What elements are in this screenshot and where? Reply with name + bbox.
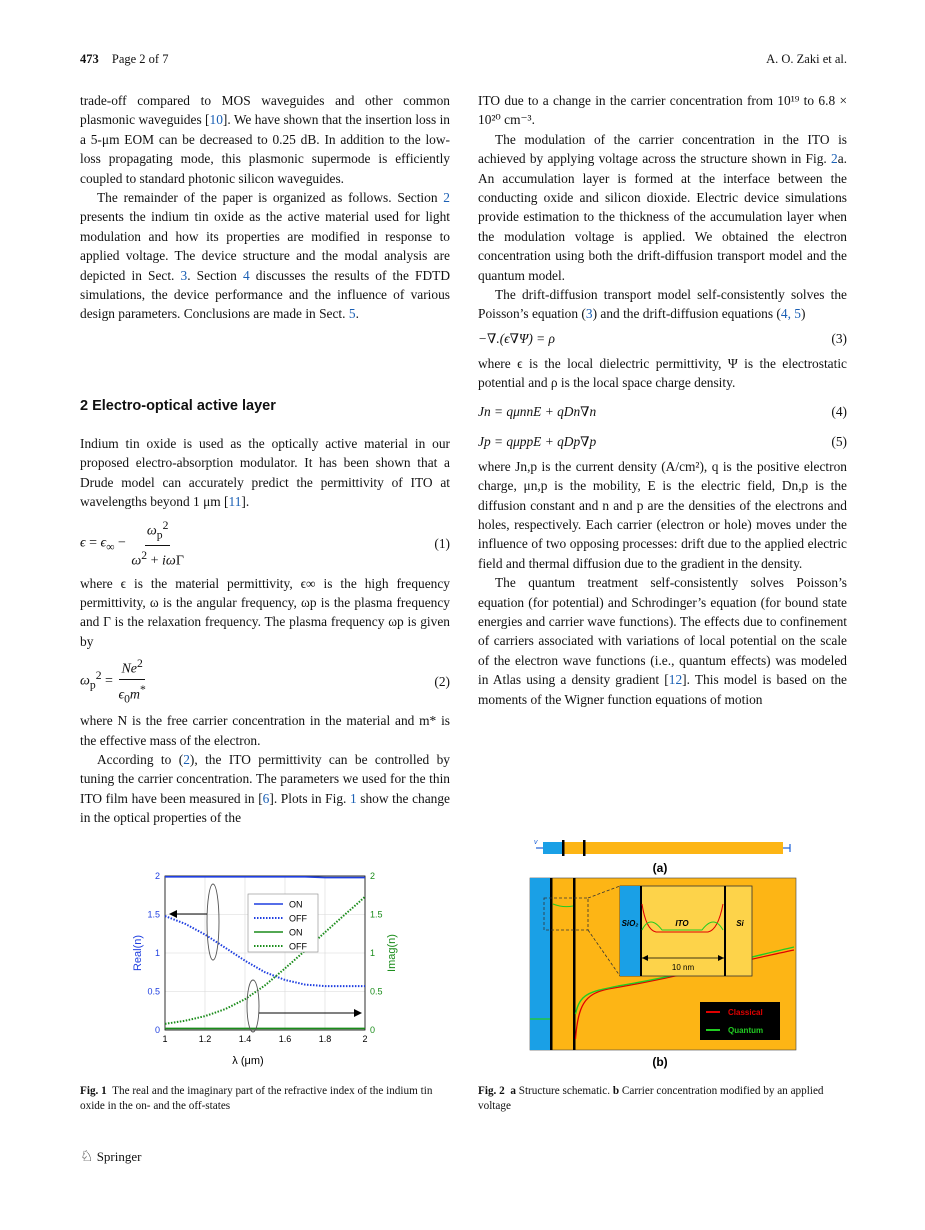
equation-number: (2)	[434, 673, 450, 689]
y2-tick-label: 1	[370, 948, 376, 958]
left-column-section2	[80, 434, 450, 828]
equation-4: Jn = qμnnE + qDn∇n (4)	[478, 397, 847, 427]
figure-link[interactable]: 1	[349, 790, 357, 806]
x-tick-label: 1.8	[318, 1034, 332, 1044]
paragraph: The quantum treatment self-consistently solves Poisson’s equation (for potential) and Schrodinger’s equation (for bound state energies and carrier wave functions). The effects due to confinement of carriers associated with variations of local potential on the scale of the electron wave functions (i.e., quantum effects) was modeled in Atlas using a density gradient [12]. This model is based on the moments of the Wigner function equations of motion	[478, 575, 847, 707]
citation-link[interactable]: 10	[209, 112, 223, 128]
sio2-layer-b	[530, 878, 550, 1050]
citation-link[interactable]: 6	[262, 790, 270, 806]
x-tick-label: 1	[162, 1034, 168, 1044]
sio2-layer-a	[543, 842, 563, 854]
paragraph: The drift-diffusion transport model self-consistently solves the Poisson’s equation (3) and the drift-diffusion equations (4, 5)	[478, 287, 847, 322]
publisher-footer	[80, 1147, 141, 1166]
annotation-ellipse	[247, 980, 259, 1032]
running-header-authors: A. O. Zaki et al.	[766, 52, 847, 66]
paragraph: where ϵ is the local dielectric permittivity, Ψ is the electrostatic potential and ρ is the local space charge density.	[478, 355, 847, 391]
panel-b-label: (b)	[652, 1055, 668, 1069]
article-number: 473	[80, 52, 99, 66]
citation-link[interactable]: 11	[228, 494, 242, 510]
publisher-name: Springer	[96, 1149, 142, 1164]
paragraph: trade-off compared to MOS waveguides and other common plasmonic waveguides [10]. We have shown that the insertion loss in a 5-μm EOM can be decreased to 0.25 dB. In addition to the low-loss propagating mode, this plasmonic supermode is efficiently coupled to standard photonic silicon waveguides.	[80, 93, 450, 186]
equation-number: (5)	[831, 433, 847, 449]
equation-number: (3)	[831, 331, 847, 347]
legend-label: ON	[289, 927, 303, 938]
springer-logo-icon: ♘	[80, 1149, 94, 1165]
citation-link[interactable]: 12	[668, 672, 683, 688]
inset-scale-label: 10 nm	[671, 963, 695, 972]
equation-5: Jp = qμppE + qDp∇p (5)	[478, 427, 847, 457]
y2-tick-label: 2	[370, 871, 376, 881]
x-axis-label: λ (μm)	[232, 1055, 264, 1067]
equation-number: (4)	[831, 403, 847, 419]
right-column	[478, 91, 847, 709]
page-indicator: Page 2 of 7	[111, 52, 169, 66]
panel-a-label: (a)	[652, 861, 668, 875]
left-column	[80, 91, 450, 324]
figure-1-chart	[125, 870, 398, 1070]
y-tick-label: 1	[154, 948, 160, 958]
section-link[interactable]: 3	[180, 267, 188, 283]
ito-layer-a	[563, 842, 783, 854]
section-link[interactable]: 5	[348, 306, 356, 322]
equation-3: −∇.(ϵ∇Ψ) = ρ (3)	[478, 324, 847, 354]
paragraph: Indium tin oxide is used as the optically active material in our proposed electro-absorption modulator. It has been shown that a Drude model can accurately predict the permittivity of ITO at wavelengths beyond 1 μm [11].	[80, 436, 450, 510]
y2-tick-label: 0.5	[370, 986, 383, 997]
figure-link[interactable]: 2	[831, 151, 838, 167]
legend-label: OFF	[289, 941, 307, 952]
paragraph: where N is the free carrier concentration in the material and m* is the effective mass of the electron.	[80, 713, 450, 748]
y-tick-label: 1.5	[147, 909, 160, 920]
paragraph: The remainder of the paper is organized as follows. Section 2 presents the indium tin oxide as the active material used for light modulation and how its properties are modified in response to applied voltage. The device structure and the modal analysis are depicted in Sect. 3. Section 4 discusses the results of the FDTD simulations, the device performance and the influence of various design parameters. Conclusions are made in Sect. 5.	[80, 190, 450, 322]
y-tick-label: 2	[154, 871, 160, 881]
running-header-left	[80, 52, 168, 67]
equation-2: $\omega_p^2$ = $\frac{Ne^2}{\epsilon_0m^*}$ (2)	[80, 653, 450, 709]
y-tick-label: 0	[154, 1025, 160, 1035]
legend-quantum: Quantum	[728, 1026, 764, 1035]
inset-ito-label: ITO	[675, 919, 689, 928]
legend-label: ON	[289, 899, 303, 910]
section-heading: 2 Electro-optical active layer	[80, 398, 276, 414]
x-tick-label: 2	[362, 1034, 368, 1044]
paragraph: where Jn,p is the current density (A/cm²), q is the positive electron charge, μn,p is the mobility, E is the electric field, Dn,p is the diffusion constant and n and p are the densities of the electrons and holes, respectively. Each carrier (electron or hole) moves under the influence of two opposing processes: drift due to the applied electric field and thermal diffusion due to the gradient in the density.	[478, 458, 847, 571]
voltage-label: v	[534, 839, 538, 846]
figure-2-diagram	[528, 834, 798, 1072]
paragraph: where ϵ is the material permittivity, ϵ∞ is the high frequency permittivity, ω is the angular frequency, ωp is the plasma frequency and Γ is the relaxation frequency. The plasma frequency ωp is given by	[80, 575, 450, 649]
figure-1-caption: Fig. 1 The real and the imaginary part of the refractive index of the indium tin oxide in the on- and the off-states	[80, 1085, 433, 1112]
legend-classical: Classical	[728, 1008, 763, 1017]
equation-link[interactable]: 2	[183, 752, 190, 768]
equation-1: $\epsilon = \epsilon_\infty$ − $\frac{\omega_p^2}{\omega^2 + i\omega\Gamma}$ (1)	[80, 518, 450, 570]
annotation-ellipse	[207, 884, 219, 960]
legend-label: OFF	[289, 913, 307, 924]
series-line-on-left	[165, 877, 365, 878]
x-tick-label: 1.4	[238, 1034, 252, 1044]
y2-axis-label: Imag(n)	[386, 934, 398, 972]
legend-box	[248, 894, 318, 952]
inset-si-label: Si	[736, 919, 744, 928]
equation-link[interactable]: 4, 5	[780, 306, 801, 322]
y-tick-label: 0.5	[147, 986, 160, 997]
equation-number: (1)	[434, 535, 450, 551]
y2-tick-label: 0	[370, 1025, 376, 1035]
y-axis-label: Real(n)	[132, 934, 144, 972]
inset-zoom	[620, 886, 752, 976]
paragraph: According to (2), the ITO permittivity can be controlled by tuning the carrier concentration. The parameters we used for the thin ITO film have been measured in [6]. Plots in Fig. 1 show the change in the optical properties of the	[80, 752, 450, 826]
paragraph: The modulation of the carrier concentration in the ITO is achieved by applying voltage across the structure shown in Fig. 2a. An accumulation layer is formed at the interface between the conducting oxide and silicon dioxide. Electric device simulations provide estimation to the thickness of the accumulation layer when the modulation voltage is applied. We obtained the electron concentration using both the drift-diffusion transport model and the quantum model.	[478, 131, 847, 283]
equation-link[interactable]: 3	[585, 306, 593, 322]
paragraph: ITO due to a change in the carrier concentration from 10¹⁹ to 6.8 × 10²⁰ cm⁻³.	[478, 93, 847, 128]
x-tick-label: 1.2	[198, 1034, 212, 1044]
inset-sio2-label: SiO₂	[621, 919, 639, 928]
figure-2-caption: Fig. 2 a Structure schematic. b Carrier concentration modified by an applied voltage	[478, 1085, 824, 1112]
y2-tick-label: 1.5	[370, 909, 383, 920]
section-link[interactable]: 2	[443, 190, 450, 206]
x-tick-label: 1.6	[278, 1034, 292, 1044]
section-link[interactable]: 4	[242, 267, 250, 283]
